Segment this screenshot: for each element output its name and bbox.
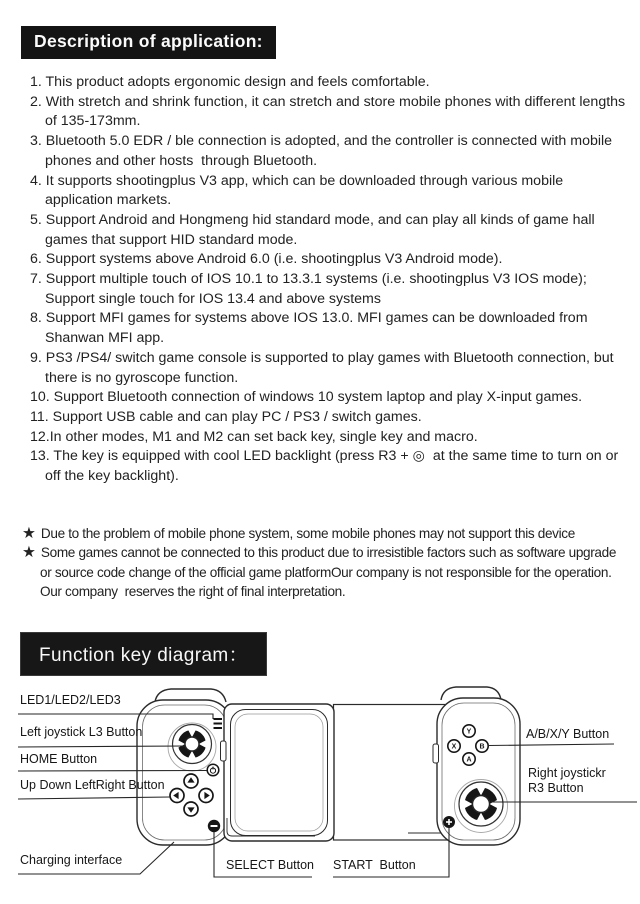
note-text: Due to the problem of mobile phone system, some mobile phones may not support this device (40, 526, 575, 541)
note-text: Some games cannot be connected to this product due to irresistible factors such as software upgrade or source code change of the official game platformOur company is not responsible for the operation. Our company reserves the right of final interpretation. (40, 545, 620, 600)
led-indicator (214, 718, 223, 729)
list-item: 11. Support USB cable and can play PC / PS3 / switch games. (30, 408, 422, 425)
right-joystick[interactable] (455, 780, 508, 833)
list-item: 10. Support Bluetooth connection of windows 10 system laptop and play X-input games. (30, 389, 583, 406)
list-item: 13. The key is equipped with cool LED backlight (press R3 + ◎ at the same time to turn on or off the key backlight). (30, 448, 623, 485)
right-clamp-tab (433, 744, 439, 763)
list-item: 8. Support MFI games for systems above IOS 13.0. MFI games can be downloaded from Shanwan MFI app. (30, 310, 592, 347)
disclaimer-notes (22, 524, 624, 602)
label-select-button: SELECT Button (226, 858, 315, 872)
select-button[interactable] (208, 820, 220, 832)
note-item (22, 543, 624, 601)
svg-text:B: B (479, 743, 485, 751)
label-right-joystick-line1: Right joystickr (528, 766, 606, 780)
label-right-joystick-line2: R3 Button (528, 781, 584, 795)
label-led: LED1/LED2/LED3 (20, 693, 121, 707)
function-key-diagram (0, 678, 640, 904)
star-icon: ★ (22, 544, 36, 562)
description-list (30, 73, 630, 487)
label-start-button: START Button (333, 858, 416, 872)
home-callout-line (18, 771, 207, 772)
list-item: 9. PS3 /PS4/ switch game console is supported to play games with Bluetooth connection, but there is no gyroscope function. (30, 349, 618, 386)
list-item: 5. Support Android and Hongmeng hid standard mode, and can play all kinds of game hall games that support HID standard mode. (30, 211, 599, 248)
svg-text:Y: Y (466, 728, 472, 736)
list-item: 2. With stretch and shrink function, it can stretch and store mobile phones with different lengths of 135-173mm. (30, 93, 630, 130)
svg-text:X: X (451, 743, 457, 751)
left-joystick[interactable] (168, 723, 216, 771)
list-item: 3. Bluetooth 5.0 EDR / ble connection is adopted, and the controller is connected with mobile phones and other hosts through Bluetooth. (30, 133, 616, 169)
left-clamp-tab (221, 741, 227, 761)
label-abxy-button: A/B/X/Y Button (526, 727, 610, 741)
label-charging-interface: Charging interface (20, 853, 123, 867)
label-dpad: Up Down LeftRight Button (20, 778, 165, 792)
home-button[interactable] (207, 764, 219, 776)
list-item: 7. Support multiple touch of IOS 10.1 to 13.3.1 systems (i.e. shootingplus V3 IOS mode); Support single touch for IOS 13.4 and above systems (30, 271, 591, 307)
list-item: 1. This product adopts ergonomic design and feels comfortable. (30, 74, 430, 90)
svg-text:A: A (466, 756, 472, 764)
label-home-button: HOME Button (20, 752, 98, 766)
star-icon: ★ (22, 525, 36, 542)
section-title-description: Description of application: (21, 26, 276, 59)
start-button[interactable] (443, 816, 455, 828)
section-title-function-key-diagram: Function key diagram： (20, 632, 267, 676)
sliding-plate (334, 705, 452, 841)
phone-holder-frame (224, 704, 334, 841)
list-item: 6. Support systems above Android 6.0 (i.e. shootingplus V3 Android mode). (30, 251, 503, 268)
label-left-joystick: Left joystick L3 Button (20, 725, 143, 739)
note-item (22, 524, 624, 543)
list-item: 4. It supports shootingplus V3 app, which can be downloaded through various mobile application markets. (30, 172, 568, 209)
list-item: 12.In other modes, M1 and M2 can set back key, single key and macro. (30, 428, 478, 445)
